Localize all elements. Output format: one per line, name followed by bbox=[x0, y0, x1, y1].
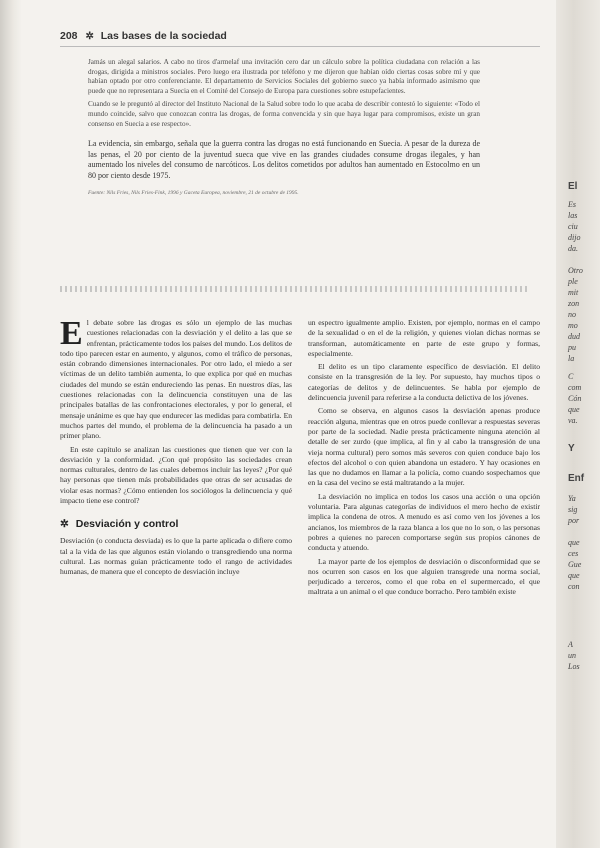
left-column bbox=[60, 315, 292, 581]
header-ornament: ✲ bbox=[85, 31, 94, 42]
box-lead-paragraph: La evidencia, sin embargo, señala que la guerra contra las drogas no está funcionando en Suecia. A pesar de la dureza de las penas, el 20 por ciento de la juventud sueca que vive en las grandes ciudades consume drogas ilegales, y han aumentado los niveles del consumo de narcóticos. Los delitos cometidos por adultos han aumentado en Estocolmo en un 80 por ciento desde 1975. bbox=[88, 139, 480, 180]
margin-fragment: las bbox=[568, 211, 578, 220]
margin-fragment: un bbox=[568, 651, 576, 660]
margin-fragment: pu bbox=[568, 343, 576, 352]
margin-fragment: Enf bbox=[568, 473, 585, 484]
body-paragraph: La mayor parte de los ejemplos de desviación o disconformidad que se nos ocurren son casos en los que alguien transgrede una norma social, perjudicado a terceros, como el que roba en el supermercado, el que maltrata a un animal o el que conduce borracho. Pero también existe bbox=[308, 556, 540, 597]
margin-fragment: Cón bbox=[568, 394, 582, 403]
header-title: Las bases de la sociedad bbox=[100, 30, 227, 42]
margin-fragment: mo bbox=[568, 321, 578, 330]
margin-fragment: Es bbox=[568, 200, 576, 209]
margin-fragment: dijo bbox=[568, 233, 581, 242]
body-paragraph: Desviación (o conducta desviada) es lo que la parte aplicada o difiere como tal a la vida de las que algunos están violando o transgrediendo una norma cultural. Las normas guían prácticamente todo el rango de actividades humanas, de manera que el concepto de desviación incluye bbox=[60, 536, 292, 577]
margin-fragment: mit bbox=[568, 288, 579, 297]
running-header bbox=[60, 30, 227, 42]
margin-fragment: Otro bbox=[568, 266, 583, 275]
margin-fragment: com bbox=[568, 383, 582, 392]
margin-fragment: ces bbox=[568, 549, 579, 558]
sidebar-box bbox=[88, 58, 480, 203]
margin-fragment: ple bbox=[568, 277, 578, 286]
margin-fragment: da. bbox=[568, 244, 578, 253]
box-paragraph: Jamás un alegal salarios. A cabo no tiros d'armelaf una invitación cero dar un cálculo sobre la política ciudadana con relación a las drogas, dirigida a ministros sociales. Pero luego era ilustrada por teléfono y me dijeron que habían oído ciertas cosas sobre mí y que habían optado por otro conferenciante. El departamento de Servicios Sociales del gobierno sueco ya había informado asimismo que puede que no representara a Suecia en el Comité del Consejo de Europa para cuestiones sobre estupefacientes. bbox=[88, 58, 480, 95]
margin-fragment: A bbox=[568, 640, 573, 649]
margin-fragment: dud bbox=[568, 332, 580, 341]
margin-fragment: sig bbox=[568, 505, 578, 514]
body-paragraph: Como se observa, en algunos casos la desviación apenas produce reacción alguna, mientras que en otros puede conllevar a respuestas severas por parte de la sociedad. Nadie presta prácticamente ninguna atención al detalle de ser zurdo (que implica, al fin y al cabo la transgresión de una vieja norma cultural) pero somos más severos con quien conduce bajo los efectos del alcohol o con quien abandona un estadero. Y hay ocasiones en las que no dudamos en llamar a la policía, como cuando sospechamos que en la casa del vecino se está maltratando a la mujer. bbox=[308, 406, 540, 488]
section-heading bbox=[60, 518, 292, 530]
decorative-divider bbox=[60, 286, 530, 292]
margin-fragment: C bbox=[568, 372, 574, 381]
section-title: Desviación y control bbox=[75, 518, 179, 531]
section-ornament: ✲ bbox=[60, 518, 69, 531]
header-rule bbox=[60, 46, 540, 47]
intro-text: l debate sobre las drogas es sólo un ejemplo de las muchas cuestiones relacionadas con la desviación y el delito a las que se enfrentan, prácticamente todos los países del mundo. Los delitos de todo tipo parecen estar en aumento, y algunos, como el tráfico de personas, están cobrando dimensiones internacionales. Por otro lado, el miedo a ser víctimas de un delito también aumenta, lo que explica por qué en muchas ciudades del mundo se están endureciendo las penas. En nuestros días, las cuestiones relacionadas con la delincuencia constituyen una de las principales batallas de las confrontaciones electorales, y por lo general, el mensaje unánime es que hay que endurecer las medidas para combatirla. En muchos partes del mundo, el problema de la delincuencia ha pasado a un primer plano. bbox=[60, 318, 292, 441]
margin-fragment: con bbox=[568, 582, 580, 591]
margin-fragment: no bbox=[568, 310, 576, 319]
margin-fragment: El bbox=[568, 181, 578, 192]
margin-fragment: por bbox=[568, 516, 580, 525]
margin-fragment: va. bbox=[568, 416, 578, 425]
drop-cap: E bbox=[60, 315, 83, 352]
book-spine bbox=[556, 0, 600, 848]
body-paragraph: El delito es un tipo claramente específico de desviación. El delito consiste en la transgresión de la ley. Por supuesto, hay muchos tipos o categorías de delitos y de delincuentes. Se habla por ejemplo de delincuencia juvenil para referirse a la conducta delictiva de los jóvenes. bbox=[308, 362, 540, 403]
page-number: 208 bbox=[60, 30, 78, 42]
right-column bbox=[308, 318, 540, 601]
margin-fragment: Y bbox=[568, 443, 575, 454]
margin-fragment: ciu bbox=[568, 222, 578, 231]
box-source: Fuente: Nils Fries, Nils Fries-Fink, 1996 y Gaceta Europea, noviembre, 21 de octubre de 1995. bbox=[88, 190, 299, 197]
body-paragraph: En este capítulo se analizan las cuestiones que tienen que ver con la desviación y la conformidad. ¿Con qué propósito las sociedades crean normas culturales, dentro de las cuales debemos incluir las leyes? ¿Por qué hay personas que tienen más probabilidades que otras de ser acusadas de violar esas normas? ¿Cómo entienden los sociólogos la delincuencia y qué impacto tiene ese control? bbox=[60, 444, 292, 506]
margin-fragment: zon bbox=[568, 299, 580, 308]
margin-fragment: la bbox=[568, 354, 575, 363]
body-paragraph: un espectro igualmente amplio. Existen, por ejemplo, normas en el campo de la sexualidad o en el de la religión, y quienes violan dichas normas se transforman, automáticamente en parte de este grupo y formas, especialmente. bbox=[308, 318, 540, 358]
margin-fragment: Ya bbox=[568, 494, 576, 503]
page-edge bbox=[0, 0, 22, 848]
body-paragraph: La desviación no implica en todos los casos una acción o una opción voluntaria. Para algunas categorías de individuos el mero hecho de existir implica la condena de otros. A menudo es así como ven los jóvenes a los ancianos, los miembros de la raza blanca a los que no lo son, o las personas pobres a quienes no parecen comportarse según sus propios cánones de conducta y atuendo. bbox=[308, 491, 540, 553]
margin-fragment: Los bbox=[568, 662, 580, 671]
margin-fragment: que bbox=[568, 538, 580, 547]
box-paragraph: Cuando se le preguntó al director del Instituto Nacional de la Salud sobre todo lo que acaba de describir contestó lo siguiente: «Todo el mundo coincide, salvo que conozcan contra las drogas, de forma convencida y sin que haya lugar para compromisos, existe un gran consenso en Suecia a ese respecto». bbox=[88, 100, 480, 128]
intro-paragraph bbox=[60, 315, 292, 442]
margin-fragment: que bbox=[568, 571, 580, 580]
margin-fragment: Gue bbox=[568, 560, 582, 569]
margin-fragment: que bbox=[568, 405, 580, 414]
